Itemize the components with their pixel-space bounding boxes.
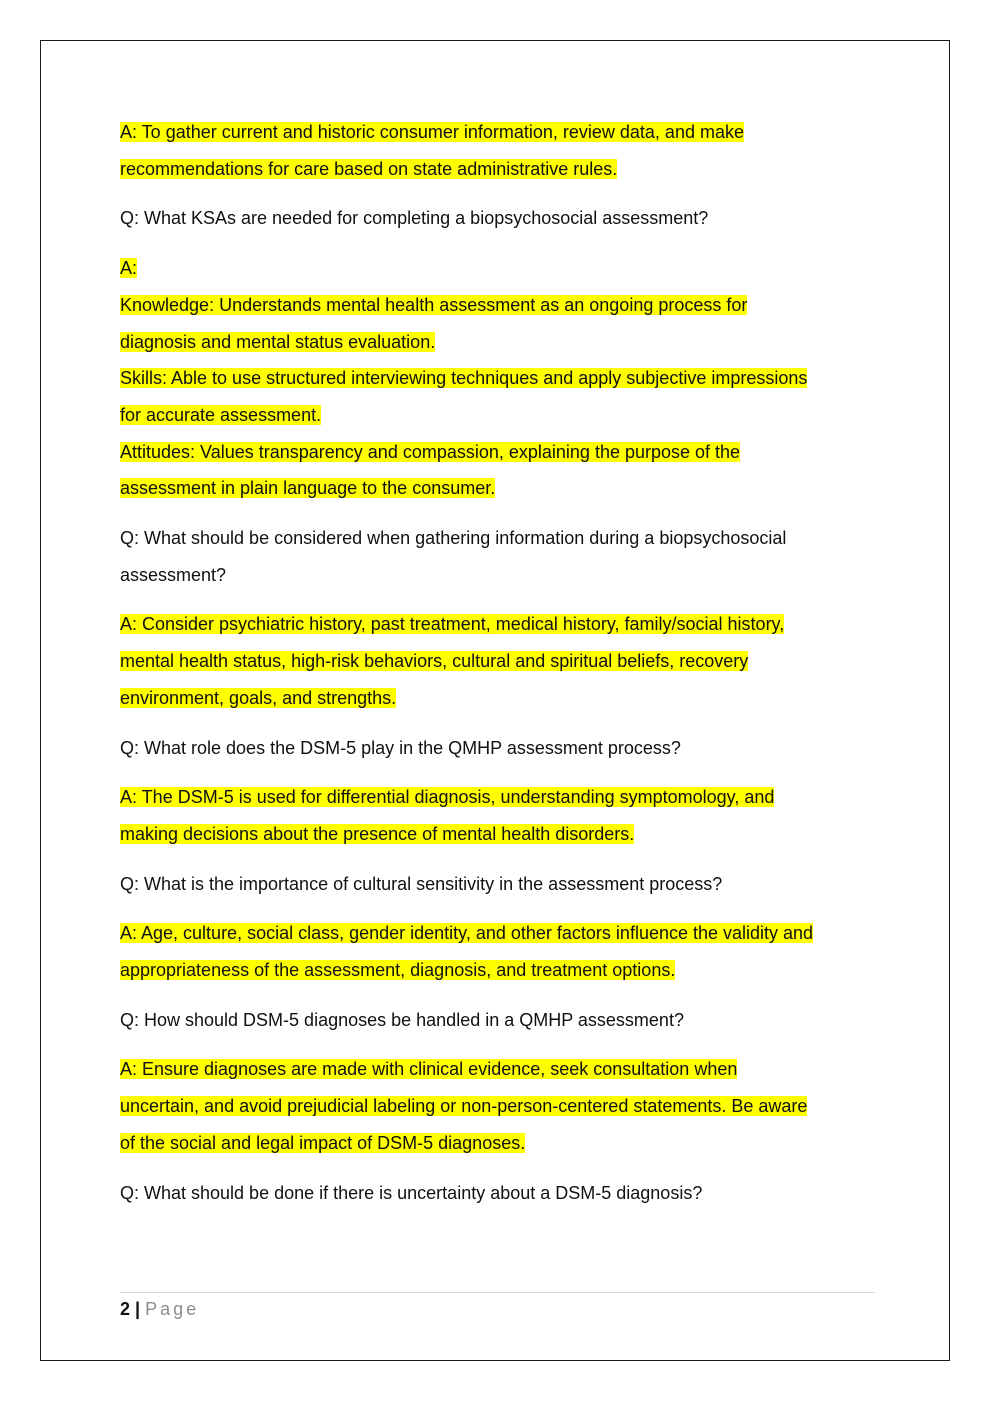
answer-line: making decisions about the presence of mental health disorders. (120, 823, 635, 844)
answer-line: A: Ensure diagnoses are made with clinical evidence, seek consultation when (120, 1059, 738, 1080)
answer-line: assessment in plain language to the consumer. (120, 478, 496, 499)
question-line: Q: What role does the DSM-5 play in the QMHP assessment process? (120, 737, 681, 758)
answer-line: Knowledge: Understands mental health assessment as an ongoing process for (120, 294, 748, 315)
question-line: Q: What is the importance of cultural sensitivity in the assessment process? (120, 873, 723, 894)
question-paragraph (120, 866, 876, 903)
answer-line: for accurate assessment. (120, 404, 322, 425)
answer-item (120, 250, 876, 287)
answer-line: uncertain, and avoid prejudicial labeling or non-person-centered statements. Be aware (120, 1096, 808, 1117)
answer-paragraph (120, 606, 876, 716)
answer-paragraph (120, 1051, 876, 1161)
answer-line: recommendations for care based on state administrative rules. (120, 158, 618, 179)
answer-paragraph (120, 779, 876, 852)
question-paragraph (120, 520, 876, 593)
question-line: Q: How should DSM-5 diagnoses be handled in a QMHP assessment? (120, 1009, 684, 1030)
answer-item (120, 434, 876, 507)
answer-line: appropriateness of the assessment, diagnosis, and treatment options. (120, 960, 676, 981)
question-line: assessment? (120, 564, 227, 585)
answer-paragraph (120, 114, 876, 187)
answer-line: environment, goals, and strengths. (120, 687, 397, 708)
question-line: Q: What should be done if there is uncertainty about a DSM-5 diagnosis? (120, 1182, 703, 1203)
document-body (120, 114, 876, 1224)
question-paragraph (120, 1002, 876, 1039)
question-line: Q: What should be considered when gathering information during a biopsychosocial (120, 528, 787, 549)
answer-line: Skills: Able to use structured interviewing techniques and apply subjective impressions (120, 368, 808, 389)
footer-separator: | (135, 1299, 141, 1319)
answer-item (120, 287, 876, 360)
answer-item (120, 360, 876, 433)
question-paragraph (120, 730, 876, 767)
answer-paragraph (120, 915, 876, 988)
answer-line: A: Age, culture, social class, gender identity, and other factors influence the validity and (120, 923, 814, 944)
answer-group (120, 250, 876, 507)
answer-line: Attitudes: Values transparency and compassion, explaining the purpose of the (120, 441, 741, 462)
answer-line: A: (120, 258, 138, 279)
answer-line: of the social and legal impact of DSM-5 diagnoses. (120, 1132, 526, 1153)
answer-line: mental health status, high-risk behaviors, cultural and spiritual beliefs, recovery (120, 651, 749, 672)
page-number: 2 (120, 1299, 131, 1319)
question-paragraph (120, 200, 876, 237)
answer-line: diagnosis and mental status evaluation. (120, 331, 436, 352)
page-label: Page (145, 1299, 200, 1319)
answer-line: A: To gather current and historic consumer information, review data, and make (120, 122, 744, 142)
question-line: Q: What KSAs are needed for completing a biopsychosocial assessment? (120, 208, 709, 229)
question-paragraph (120, 1175, 876, 1212)
page-footer (120, 1292, 875, 1321)
answer-line: A: Consider psychiatric history, past treatment, medical history, family/social history, (120, 614, 785, 635)
answer-line: A: The DSM-5 is used for differential diagnosis, understanding symptomology, and (120, 787, 775, 808)
